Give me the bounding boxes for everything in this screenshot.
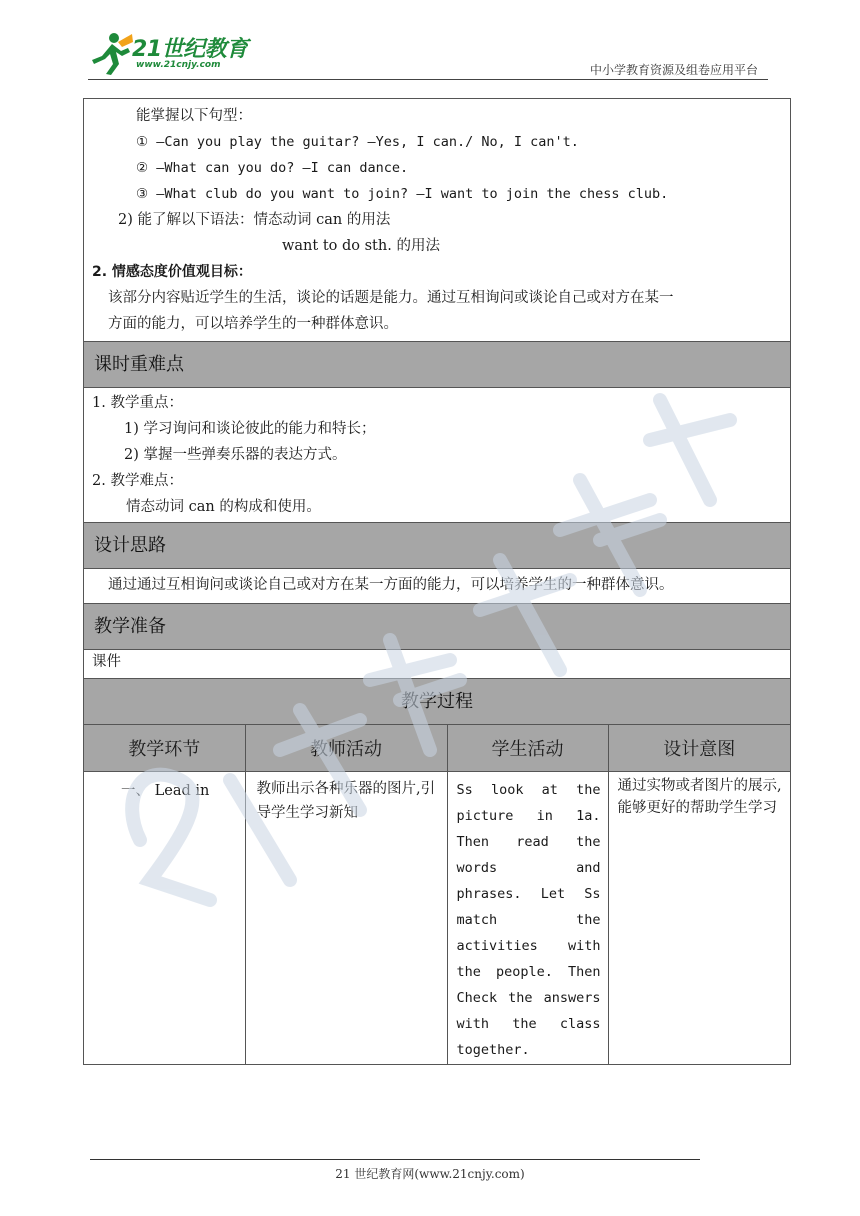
grammar-item-2: want to do sth. 的用法	[282, 238, 440, 254]
teacher-activity: 教师出示各种乐器的图片,引导学生学习新知	[256, 781, 436, 821]
cell-student	[447, 772, 608, 1065]
objectives-section	[84, 99, 790, 342]
design-text: 通过通过互相询问或谈论自己或对方在某一方面的能力，可以培养学生的一种群体意识。	[108, 577, 674, 593]
cell-teacher	[245, 772, 447, 1065]
key-points-section	[84, 388, 790, 523]
page-header	[0, 0, 860, 80]
footer-divider	[90, 1159, 700, 1160]
focus-item-1: 1) 学习询问和谈论彼此的能力和特长；	[124, 421, 376, 437]
process-title: 教学过程	[84, 679, 790, 725]
focus-item-2: 2) 掌握一些弹奏乐器的表达方式。	[124, 447, 347, 463]
key-points-title: 课时重难点	[84, 342, 790, 388]
process-table	[84, 725, 790, 1065]
emotion-text-line1: 该部分内容贴近学生的生活，谈论的话题是能力。通过互相询问或谈论自己或对方在某一	[108, 290, 674, 306]
col-header-student: 学生活动	[447, 725, 608, 772]
logo-url: www.21cnjy.com	[136, 60, 221, 70]
design-section	[84, 569, 790, 604]
emotion-text-line2: 方面的能力，可以培养学生的一种群体意识。	[108, 316, 398, 332]
grammar-label: 2) 能了解以下语法：情态动词 can 的用法	[118, 212, 391, 228]
difficulty-text: 情态动词 can 的构成和使用。	[126, 499, 321, 515]
stage-text: 一、 Lead in	[121, 783, 210, 799]
prep-section	[84, 650, 790, 679]
runner-logo-icon	[88, 30, 134, 76]
page-footer: 21 世纪教育网(www.21cnjy.com)	[335, 1167, 525, 1181]
student-activity: Ss look at the picture in 1a. Then read the words and phrases. Let Ss match the activities with the people. Then Check the answers with the class together.	[456, 782, 601, 1058]
col-header-stage: 教学环节	[84, 725, 245, 772]
col-header-intent: 设计意图	[608, 725, 790, 772]
emotion-title: 2. 情感态度价值观目标：	[92, 264, 252, 280]
table-row	[84, 772, 790, 1065]
cell-stage	[84, 772, 245, 1065]
design-intent: 通过实物或者图片的展示,能够更好的帮助学生学习	[617, 778, 782, 816]
objectives-intro: 能掌握以下句型：	[136, 108, 252, 124]
sentence-2: ② —What can you do? —I can dance.	[136, 160, 409, 176]
prep-text: 课件	[92, 654, 121, 670]
cell-intent	[608, 772, 790, 1065]
process-header-row	[84, 725, 790, 772]
sentence-1: ① —Can you play the guitar? —Yes, I can./ No, I can't.	[136, 134, 579, 150]
difficulty-label: 2. 教学难点：	[92, 473, 183, 489]
site-logo[interactable]	[88, 30, 258, 78]
platform-name: 中小学教育资源及组卷应用平台	[589, 63, 758, 77]
logo-text: 21世纪教育	[132, 37, 248, 62]
col-header-teacher: 教师活动	[245, 725, 447, 772]
design-title: 设计思路	[84, 523, 790, 569]
header-divider	[88, 79, 768, 80]
prep-title: 教学准备	[84, 604, 790, 650]
sentence-3: ③ —What club do you want to join? —I want to join the chess club.	[136, 186, 669, 202]
lesson-plan-table	[83, 98, 791, 1065]
focus-label: 1. 教学重点：	[92, 395, 183, 411]
